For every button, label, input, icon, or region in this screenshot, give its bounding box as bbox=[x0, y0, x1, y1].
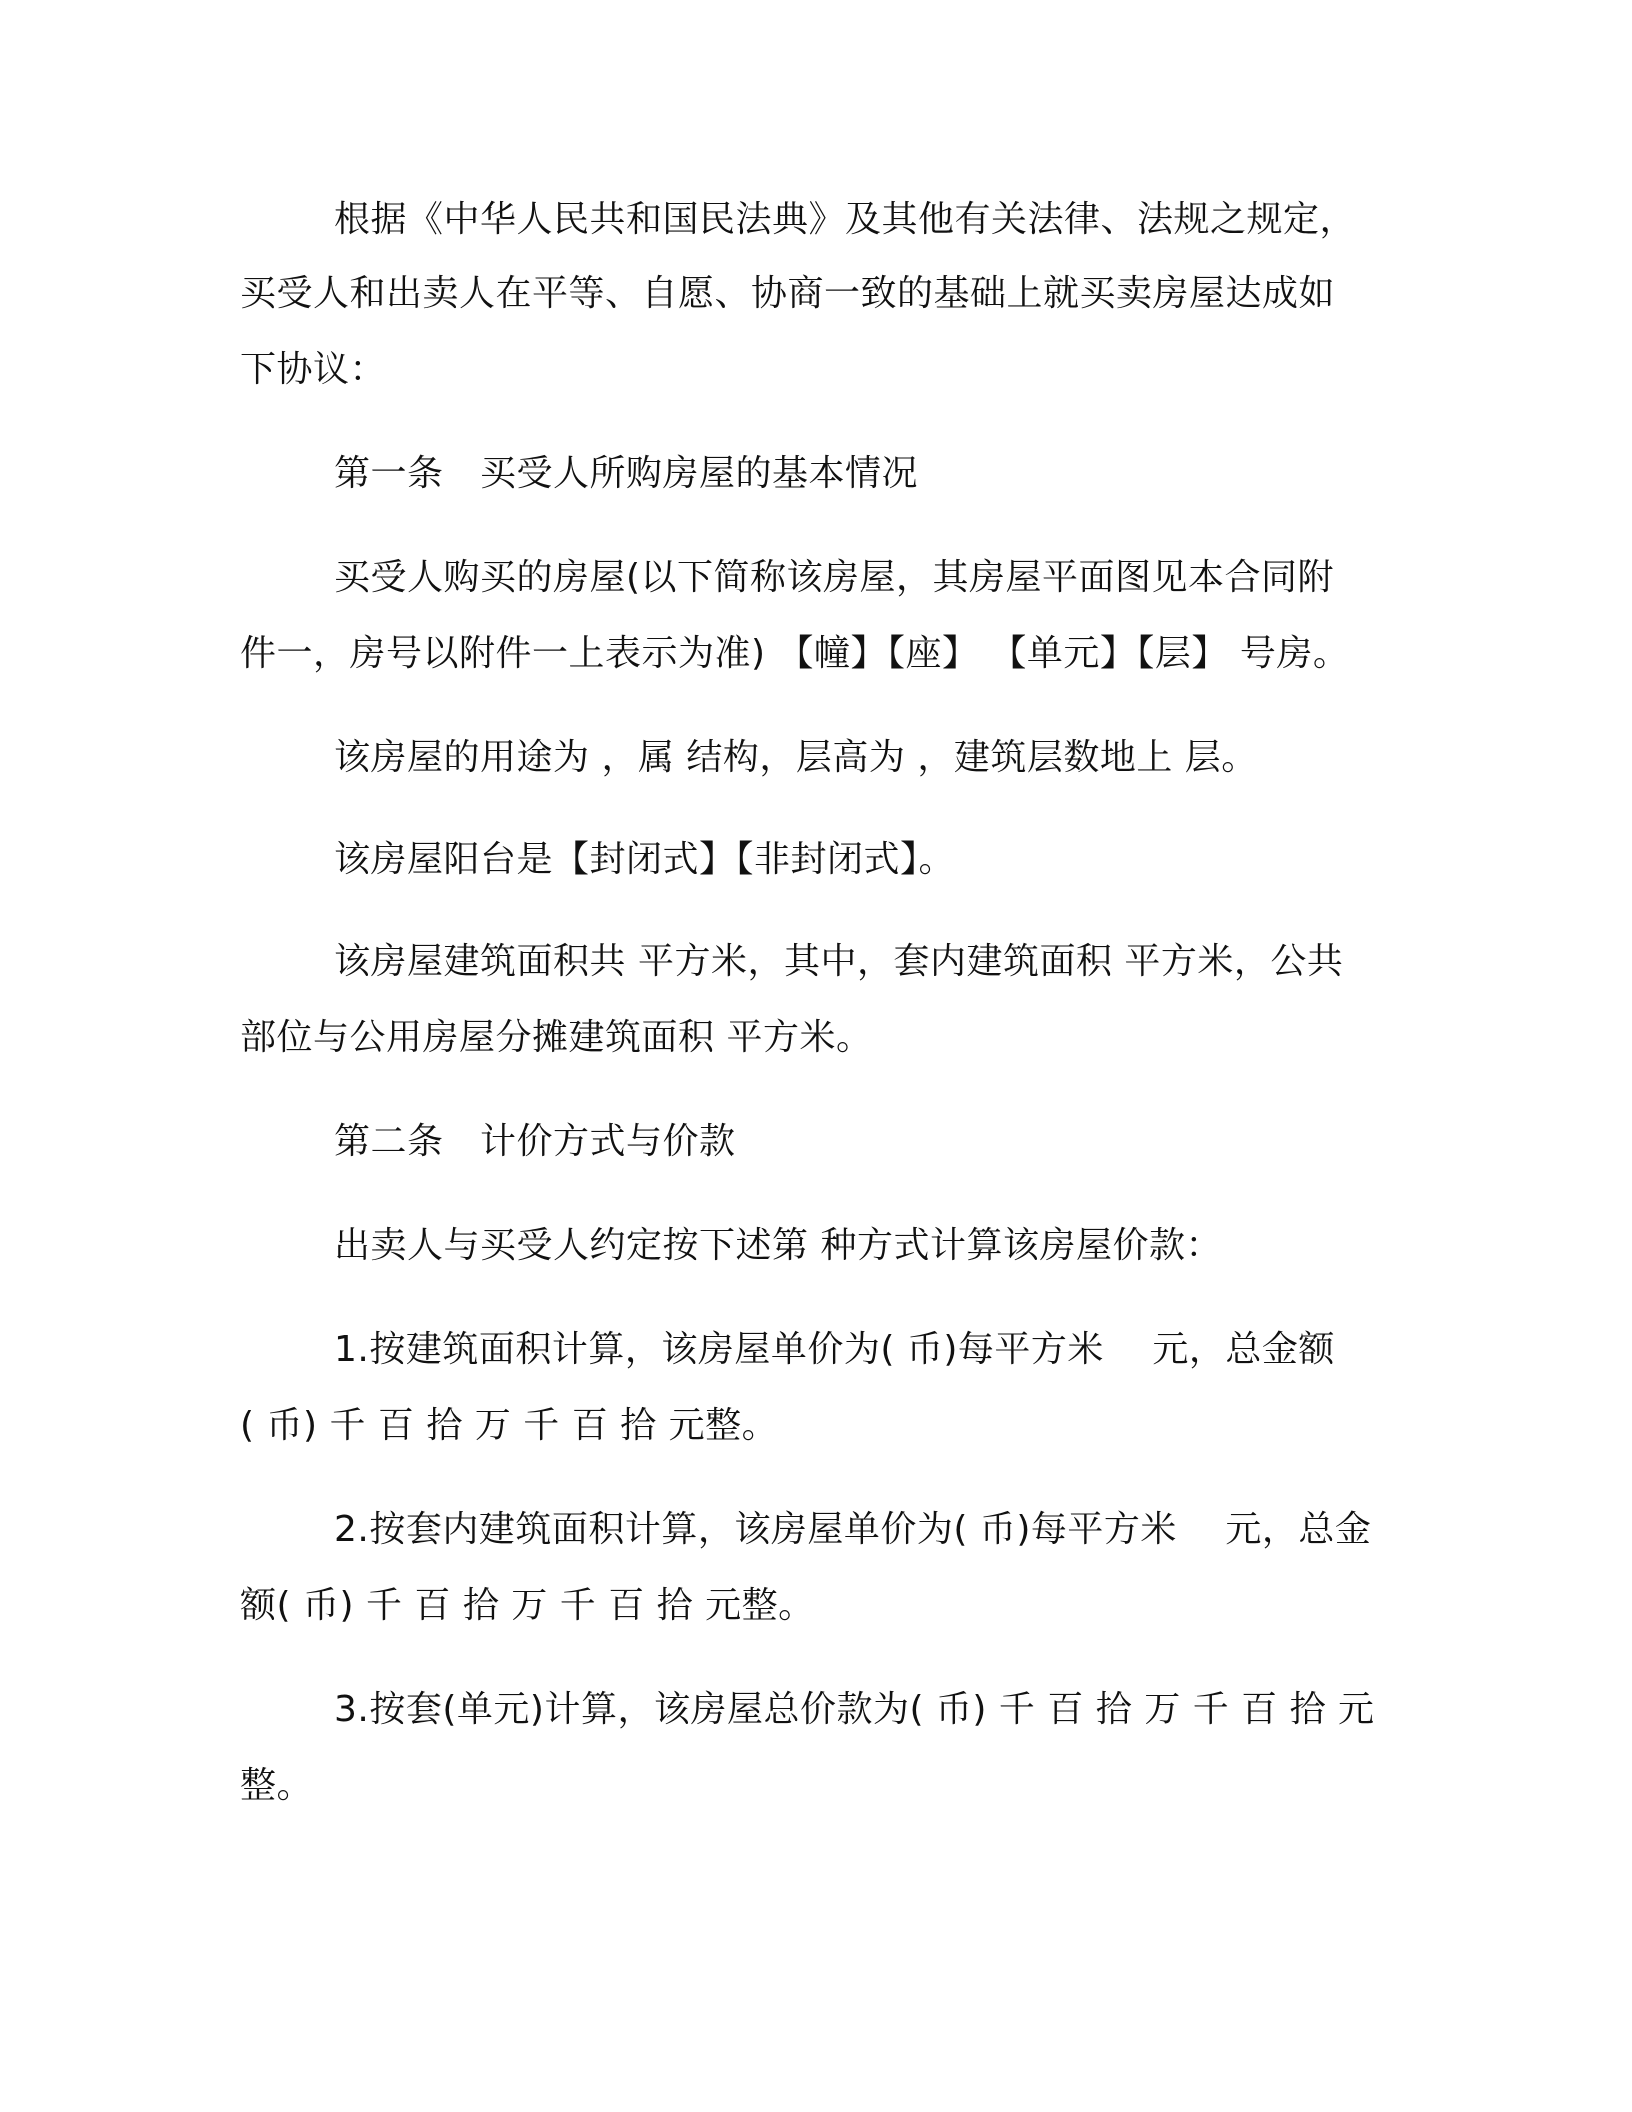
paragraph-line: 出卖人与买受人约定按下述第 种方式计算该房屋价款： bbox=[334, 1225, 1222, 1266]
paragraph-line: 买受人购买的房屋(以下简称该房屋，其房屋平面图见本合同附 bbox=[334, 557, 1335, 598]
paragraph-line: 下协议： bbox=[240, 349, 387, 390]
paragraph-line: 件一，房号以附件一上表示为准) 【幢】【座】 【单元】【层】 号房。 bbox=[240, 633, 1350, 674]
paragraph-line: 3.按套(单元)计算，该房屋总价款为( 币) 千 百 拾 万 千 百 拾 元 bbox=[334, 1689, 1375, 1730]
paragraph-line: 根据《中华人民共和国民法典》及其他有关法律、法规之规定， bbox=[334, 199, 1357, 240]
paragraph-line: 买受人和出卖人在平等、自愿、协商一致的基础上就买卖房屋达成如 bbox=[240, 273, 1336, 314]
paragraph-line: 该房屋的用途为 ，属 结构，层高为 ，建筑层数地上 层。 bbox=[334, 737, 1258, 778]
paragraph-line: 该房屋阳台是【封闭式】【非封闭式】。 bbox=[334, 839, 956, 880]
paragraph-line: ( 币) 千 百 拾 万 千 百 拾 元整。 bbox=[240, 1405, 779, 1446]
paragraph-line: 2.按套内建筑面积计算，该房屋单价为( 币)每平方米 元，总金 bbox=[334, 1509, 1372, 1550]
article-heading: 第一条 买受人所购房屋的基本情况 bbox=[334, 453, 919, 494]
paragraph-line: 1.按建筑面积计算，该房屋单价为( 币)每平方米 元，总金额 bbox=[334, 1329, 1335, 1370]
paragraph-line: 该房屋建筑面积共 平方米，其中，套内建筑面积 平方米，公共 bbox=[334, 941, 1344, 982]
paragraph-line: 额( 币) 千 百 拾 万 千 百 拾 元整。 bbox=[240, 1585, 815, 1626]
paragraph-line: 整。 bbox=[240, 1765, 314, 1806]
paragraph-line: 部位与公用房屋分摊建筑面积 平方米。 bbox=[240, 1017, 873, 1058]
article-heading: 第二条 计价方式与价款 bbox=[334, 1121, 736, 1162]
